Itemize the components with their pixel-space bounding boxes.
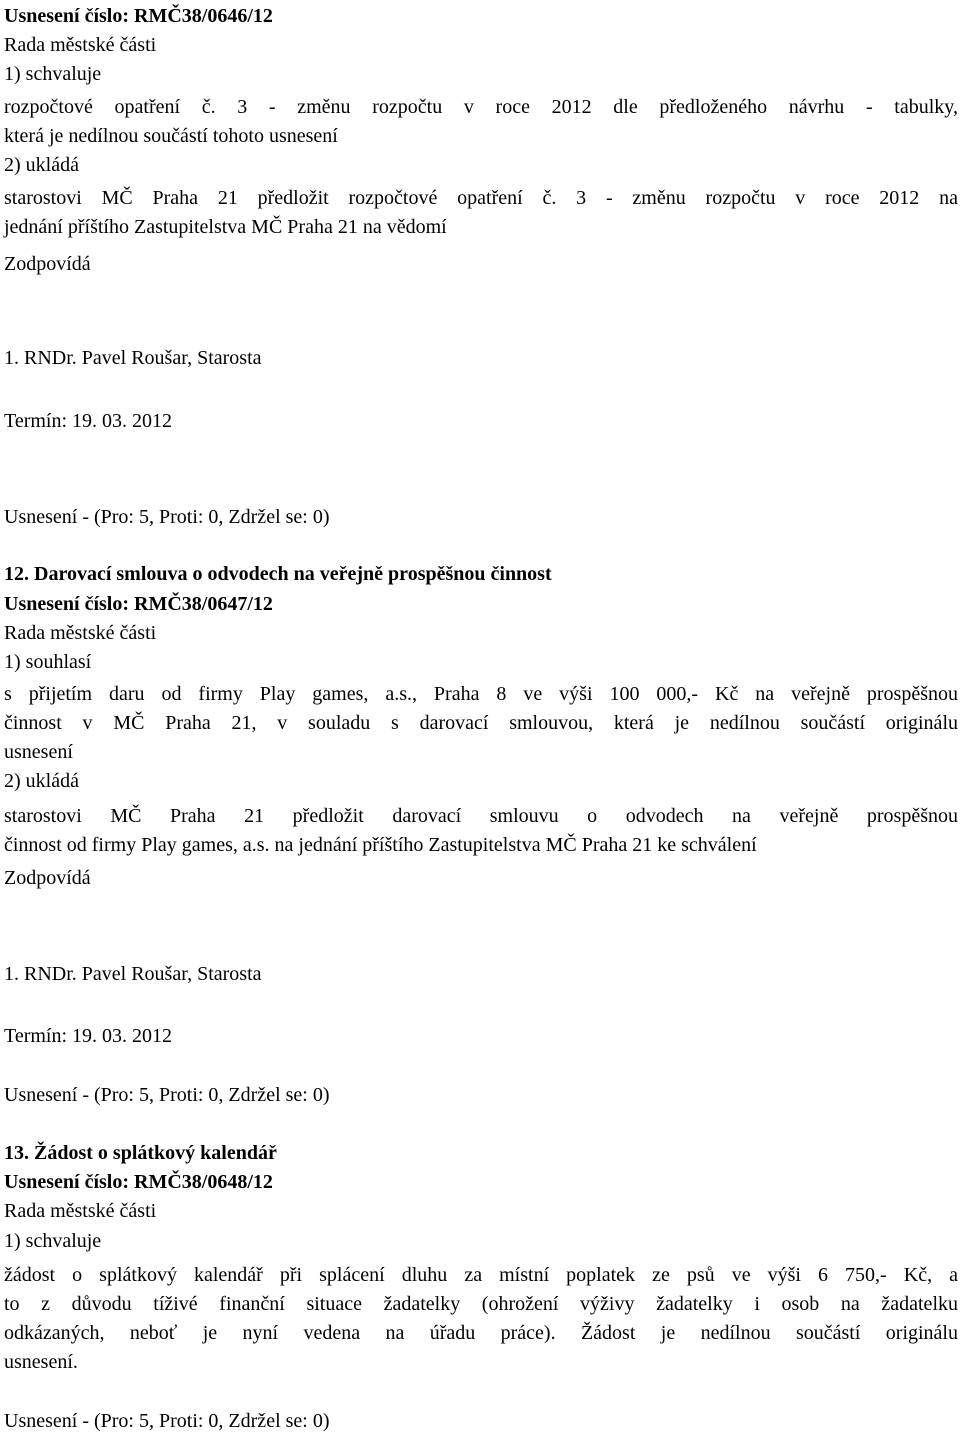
item-text: to z důvodu tíživé finanční situace žadatelky (ohrožení výživy žadatelky i osob na žadatelku <box>4 1293 958 1315</box>
item-label: 1) schvaluje <box>4 63 102 85</box>
item-label: 2) ukládá <box>4 154 79 176</box>
item-text: starostovi MČ Praha 21 předložit darovací smlouvu o odvodech na veřejně prospěšnou <box>4 805 958 827</box>
item-text: starostovi MČ Praha 21 předložit rozpočtové opatření č. 3 - změnu rozpočtu v roce 2012 na <box>4 187 958 209</box>
vote-result: Usnesení - (Pro: 5, Proti: 0, Zdržel se: 0) <box>4 1410 330 1432</box>
deadline: Termín: 19. 03. 2012 <box>4 1025 173 1047</box>
resolution-number: Usnesení číslo: RMČ38/0647/12 <box>4 593 273 615</box>
item-label: 1) schvaluje <box>4 1230 102 1252</box>
vote-result: Usnesení - (Pro: 5, Proti: 0, Zdržel se: 0) <box>4 1084 330 1106</box>
item-text: která je nedílnou součástí tohoto usnesení <box>4 125 338 147</box>
resolution-number: Usnesení číslo: RMČ38/0648/12 <box>4 1171 273 1193</box>
responsible-label: Zodpovídá <box>4 867 91 889</box>
item-text: žádost o splátkový kalendář při splácení dluhu za místní poplatek ze psů ve výši 6 750,- Kč, a <box>4 1264 958 1286</box>
council-label: Rada městské části <box>4 1200 157 1222</box>
section-heading: 13. Žádost o splátkový kalendář <box>4 1142 277 1164</box>
section-heading: 12. Darovací smlouva o odvodech na veřejně prospěšnou činnost <box>4 563 552 585</box>
item-text: činnost v MČ Praha 21, v souladu s darovací smlouvou, která je nedílnou součástí originálu <box>4 712 958 734</box>
item-text: s přijetím daru od firmy Play games, a.s., Praha 8 ve výši 100 000,- Kč na veřejně prospěšnou <box>4 683 958 705</box>
item-text: usnesení. <box>4 1351 78 1373</box>
council-label: Rada městské části <box>4 34 157 56</box>
item-label: 2) ukládá <box>4 770 79 792</box>
resolution-number: Usnesení číslo: RMČ38/0646/12 <box>4 5 273 27</box>
item-text: rozpočtové opatření č. 3 - změnu rozpočtu v roce 2012 dle předloženého návrhu - tabulky, <box>4 96 958 118</box>
responsible-person: 1. RNDr. Pavel Roušar, Starosta <box>4 347 262 369</box>
vote-result: Usnesení - (Pro: 5, Proti: 0, Zdržel se: 0) <box>4 506 330 528</box>
item-label: 1) souhlasí <box>4 651 92 673</box>
item-text: usnesení <box>4 741 73 763</box>
item-text: odkázaných, neboť je nyní vedena na úřadu práce). Žádost je nedílnou součástí originálu <box>4 1322 958 1344</box>
deadline: Termín: 19. 03. 2012 <box>4 410 173 432</box>
item-text: činnost od firmy Play games, a.s. na jednání příštího Zastupitelstva MČ Praha 21 ke schválení <box>4 834 757 856</box>
responsible-label: Zodpovídá <box>4 253 91 275</box>
item-text: jednání příštího Zastupitelstva MČ Praha 21 na vědomí <box>4 216 447 238</box>
responsible-person: 1. RNDr. Pavel Roušar, Starosta <box>4 963 262 985</box>
council-label: Rada městské části <box>4 622 157 644</box>
